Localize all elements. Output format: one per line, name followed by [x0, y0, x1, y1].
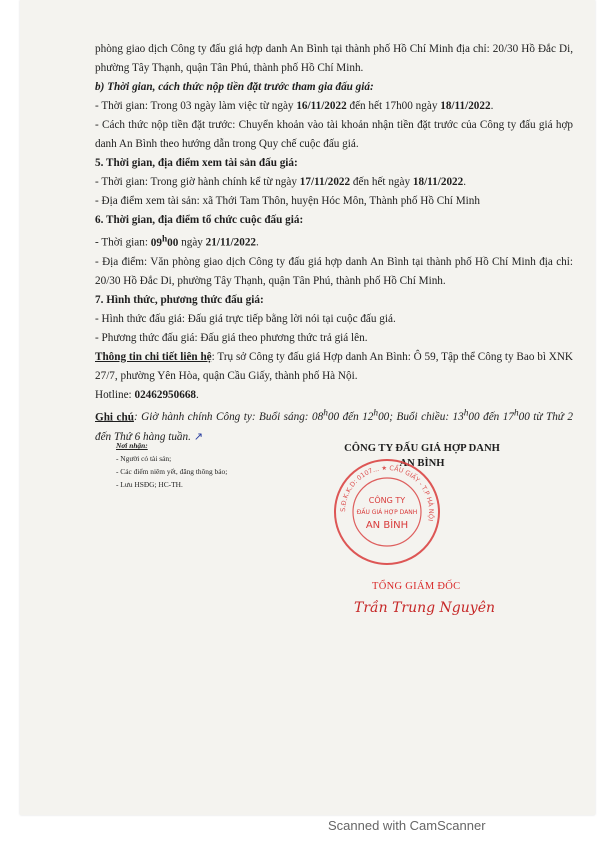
seal-ring-text: S.Đ.K.K.D: 0107... ★ CẦU GIẤY - T.P HÀ NỘI: [338, 463, 436, 522]
paragraph: - Thời gian: Trong giờ hành chính kể từ ngày 17/11/2022 đến hết ngày 18/11/2022.: [95, 176, 467, 188]
document-body: [95, 40, 573, 447]
seal-center-line3: AN BÌNH: [365, 520, 409, 531]
seal-center-line1: CÔNG TY: [368, 496, 406, 505]
note: Ghi chú: Giờ hành chính Công ty: Buổi sáng: 08$^h$00 đến 12$^h$00; Buổi chiều: 13$^h$00 đến 17$^h$00 từ Thứ 2 đến Thứ 6 hàng tuần. ↗: [95, 408, 573, 444]
signature: Trần Trung Nguyên: [354, 600, 495, 616]
company-seal-icon: [332, 457, 442, 567]
scanner-footer: Scanned with CamScanner: [328, 818, 486, 833]
paragraph: - Thời gian: Trong 03 ngày làm việc từ ngày 16/11/2022 đến hết 17h00 ngày 18/11/2022.: [95, 100, 494, 112]
contact-info: Thông tin chi tiết liên hệ: Trụ sở Công ty đấu giá Hợp danh An Bình: Ô 59, Tập thể Công ty Bao bì XNK 27/7, phường Yên Hòa, quận Cầu Giấy, thành phố Hà Nội.: [95, 350, 573, 382]
recipient-item: - Người có tài sản;: [116, 454, 172, 463]
recipient-item: - Các điểm niêm yết, đăng thông báo;: [116, 467, 228, 476]
checkmark-icon: ↗: [193, 430, 203, 444]
paragraph: - Phương thức đấu giá: Đấu giá theo phương thức trả giá lên.: [95, 331, 368, 344]
document-page: [20, 0, 595, 815]
recipients-block: [116, 439, 227, 491]
hotline: Hotline: 02462950668.: [95, 388, 199, 401]
section-heading-5: 5. Thời gian, địa điểm xem tài sản đấu giá:: [95, 157, 298, 169]
section-heading-6: 6. Thời gian, địa điểm tổ chức cuộc đấu giá:: [95, 214, 304, 226]
paragraph: phòng giao dịch Công ty đấu giá hợp danh An Bình tại thành phố Hồ Chí Minh địa chỉ: 20/30 Hồ Đắc Di, phường Tây Thạnh, quận Tân Phú, thành phố Hồ Chí Minh.: [95, 43, 574, 74]
paragraph: - Hình thức đấu giá: Đấu giá trực tiếp bằng lời nói tại cuộc đấu giá.: [95, 312, 396, 325]
section-heading-b: b) Thời gian, cách thức nộp tiền đặt trước tham gia đấu giá:: [95, 81, 374, 93]
paragraph: - Địa điểm: Văn phòng giao dịch Công ty đấu giá hợp danh An Bình tại thành phố Hồ Chí Minh địa chỉ: 20/30 Hồ Đắc Di, phường Tây Thạnh, quận Tân Phú, thành phố Hồ Chí Minh.: [95, 255, 573, 287]
paragraph: - Thời gian: 09$^h$00 ngày 21/11/2022.: [95, 234, 259, 249]
section-heading-7: 7. Hình thức, phương thức đấu giá:: [95, 293, 264, 306]
recipient-item: - Lưu HSĐG; HC-TH.: [116, 480, 183, 489]
recipients-label: Nơi nhận:: [116, 441, 148, 450]
company-name: CÔNG TY ĐẤU GIÁ HỢP DANH AN BÌNH: [344, 443, 500, 469]
seal-center-line2: ĐẤU GIÁ HỢP DANH: [356, 509, 418, 516]
signer-title: TỔNG GIÁM ĐỐC: [372, 581, 461, 592]
paragraph: - Địa điểm xem tài sản: xã Thới Tam Thôn, huyện Hóc Môn, Thành phố Hồ Chí Minh: [95, 195, 480, 207]
paragraph: - Cách thức nộp tiền đặt trước: Chuyển khoản vào tài khoản nhận tiền đặt trước của Công ty đấu giá hợp danh An Bình theo hướng dẫn trong Quy chế cuộc đấu giá.: [95, 119, 573, 150]
